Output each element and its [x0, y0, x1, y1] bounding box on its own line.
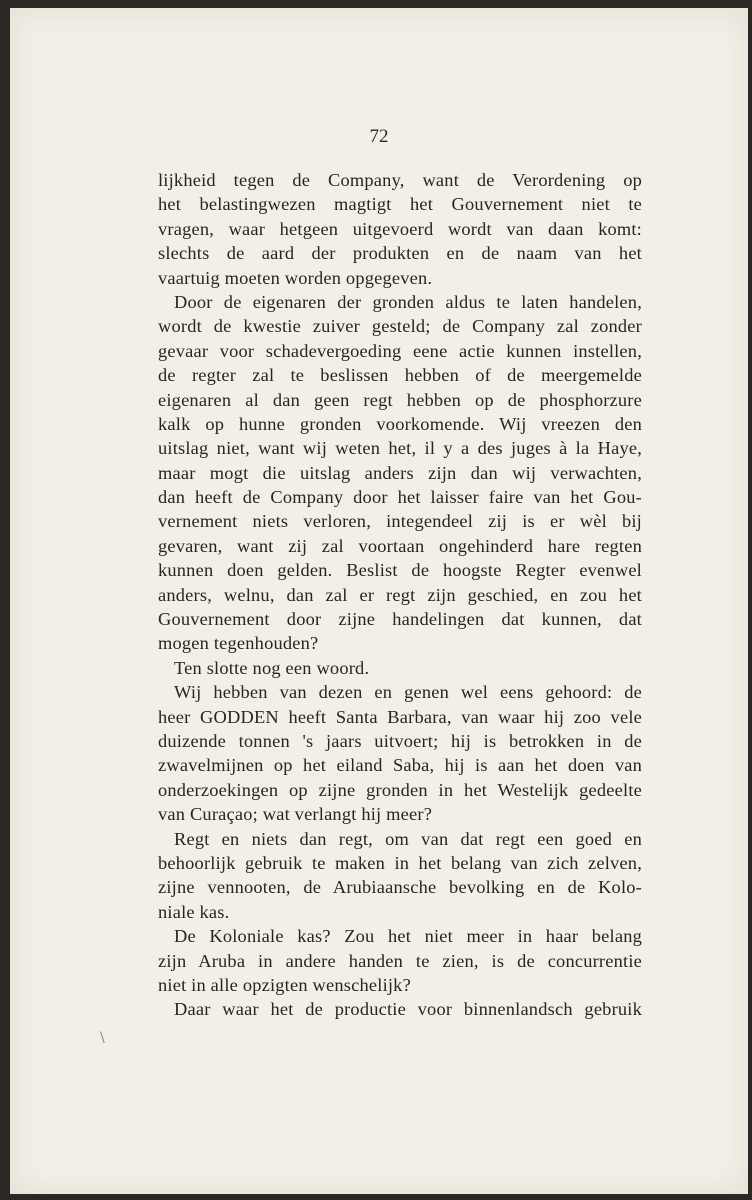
text-line: slechts de aard der produkten en de naam van het	[158, 243, 642, 264]
text-line: kunnen doen gelden. Beslist de hoogste Regter evenwel	[158, 560, 642, 581]
text-line: Daar waar het de productie voor binnenlandsch gebruik	[174, 999, 642, 1020]
ink-mark: \	[100, 1030, 105, 1046]
text-line: duizende tonnen 's jaars uitvoert; hij is betrokken in de	[158, 730, 642, 751]
text-line: niet in alle opzigten wenschelijk?	[158, 974, 411, 995]
text-line: zwavelmijnen op het eiland Saba, hij is aan het doen van	[158, 755, 642, 776]
text-line: vernement niets verloren, integendeel zij is er wèl bij	[158, 511, 642, 532]
text-line: het belastingwezen magtigt het Gouvernement niet te	[158, 194, 642, 215]
text-line: niale kas.	[158, 901, 230, 922]
text-line: onderzoekingen op zijne gronden in het Westelijk gedeelte	[158, 779, 642, 800]
text-line: van Curaçao; wat verlangt hij meer?	[158, 804, 433, 825]
text-line: zijn Aruba in andere handen te zien, is de concurrentie	[158, 950, 642, 971]
text-line: mogen tegenhouden?	[158, 633, 319, 654]
text-line: dan heeft de Company door het laisser faire van het Gou-	[158, 487, 642, 508]
text-line: gevaar voor schadevergoeding eene actie kunnen instellen,	[158, 340, 642, 361]
text-line: vragen, waar hetgeen uitgevoerd wordt van daan komt:	[158, 218, 642, 239]
text-line: Door de eigenaren der gronden aldus te laten handelen,	[174, 291, 642, 312]
body-text	[158, 168, 642, 1022]
text-line: vaartuig moeten worden opgegeven.	[158, 267, 433, 288]
text-line: wordt de kwestie zuiver gesteld; de Company zal zonder	[158, 316, 642, 337]
text-line: behoorlijk gebruik te maken in het belang van zich zelven,	[158, 852, 642, 873]
page-number: 72	[369, 126, 389, 147]
text-line: anders, welnu, dan zal er regt zijn geschied, en zou het	[158, 584, 642, 605]
text-line: Gouvernement door zijne handelingen dat kunnen, dat	[158, 609, 642, 630]
book-page	[10, 8, 748, 1194]
text-line: heer GODDEN heeft Santa Barbara, van waar hij zoo vele	[158, 706, 642, 727]
text-line: eigenaren al dan geen regt hebben op de phosphorzure	[158, 389, 642, 410]
text-line: Regt en niets dan regt, om van dat regt een goed en	[174, 828, 642, 849]
text-line: de regter zal te beslissen hebben of de meergemelde	[158, 365, 642, 386]
text-line: zijne vennooten, de Arubiaansche bevolking en de Kolo-	[158, 877, 642, 898]
text-line: gevaren, want zij zal voortaan ongehinderd hare regten	[158, 535, 642, 556]
text-line: maar mogt die uitslag anders zijn dan wij verwachten,	[158, 462, 642, 483]
text-line: kalk op hunne gronden voorkomende. Wij vreezen den	[158, 413, 642, 434]
text-line: Wij hebben van dezen en genen wel eens gehoord: de	[174, 682, 642, 703]
text-line: Ten slotte nog een woord.	[174, 657, 370, 678]
text-line: De Koloniale kas? Zou het niet meer in haar belang	[174, 926, 642, 947]
text-line: uitslag niet, want wij weten het, il y a des juges à la Haye,	[158, 438, 642, 459]
text-line: lijkheid tegen de Company, want de Verordening op	[158, 170, 642, 190]
